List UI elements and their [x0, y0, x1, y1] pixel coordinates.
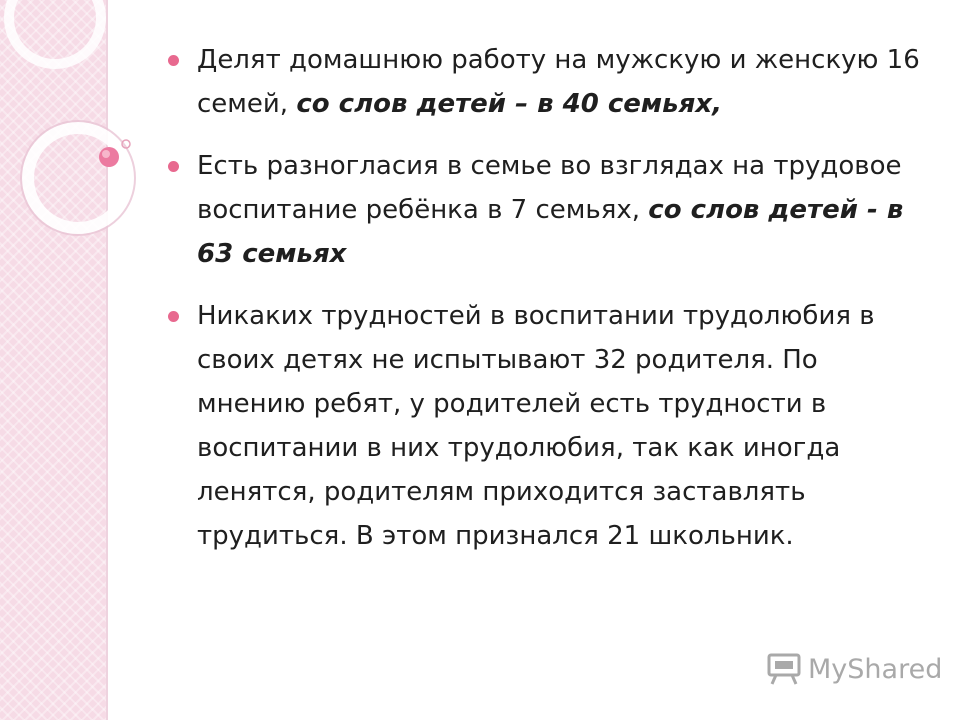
- bullet-item-1: [160, 38, 920, 126]
- bullet-item-2: [160, 144, 920, 276]
- side-panel-divider: [106, 0, 108, 720]
- bullet-2-text: Есть разногласия в семье во взглядах на трудовое воспитание ребёнка в 7 семьях,: [197, 151, 902, 225]
- bullet-1-emphasis: со слов детей – в 40 семьях,: [296, 89, 722, 119]
- small-ring: [122, 140, 130, 148]
- bullet-list: [160, 38, 920, 576]
- bullet-2-emphasis: со слов детей - в 63 семьях: [197, 195, 904, 269]
- bullet-dot: [168, 161, 179, 172]
- bullet-1-text: Делят домашнюю работу на мужскую и женскую 16 семей,: [197, 45, 920, 119]
- bullet-3-text: Никаких трудностей в воспитании трудолюбия в своих детях не испытывают 32 родителя. По мнению ребят, у родителей есть трудности в воспитании в них трудолюбия, так как иногда ленятся, родителям приходится заставлять трудиться. В этом признался 21 школьник.: [197, 301, 875, 551]
- bullet-dot: [168, 311, 179, 322]
- decorative-side-panel: [0, 0, 106, 720]
- bullet-dot: [168, 55, 179, 66]
- presentation-board-icon: [766, 652, 802, 686]
- bullet-item-3: [160, 294, 920, 558]
- watermark-text: MyShared: [808, 653, 943, 685]
- watermark-logo: [766, 652, 942, 686]
